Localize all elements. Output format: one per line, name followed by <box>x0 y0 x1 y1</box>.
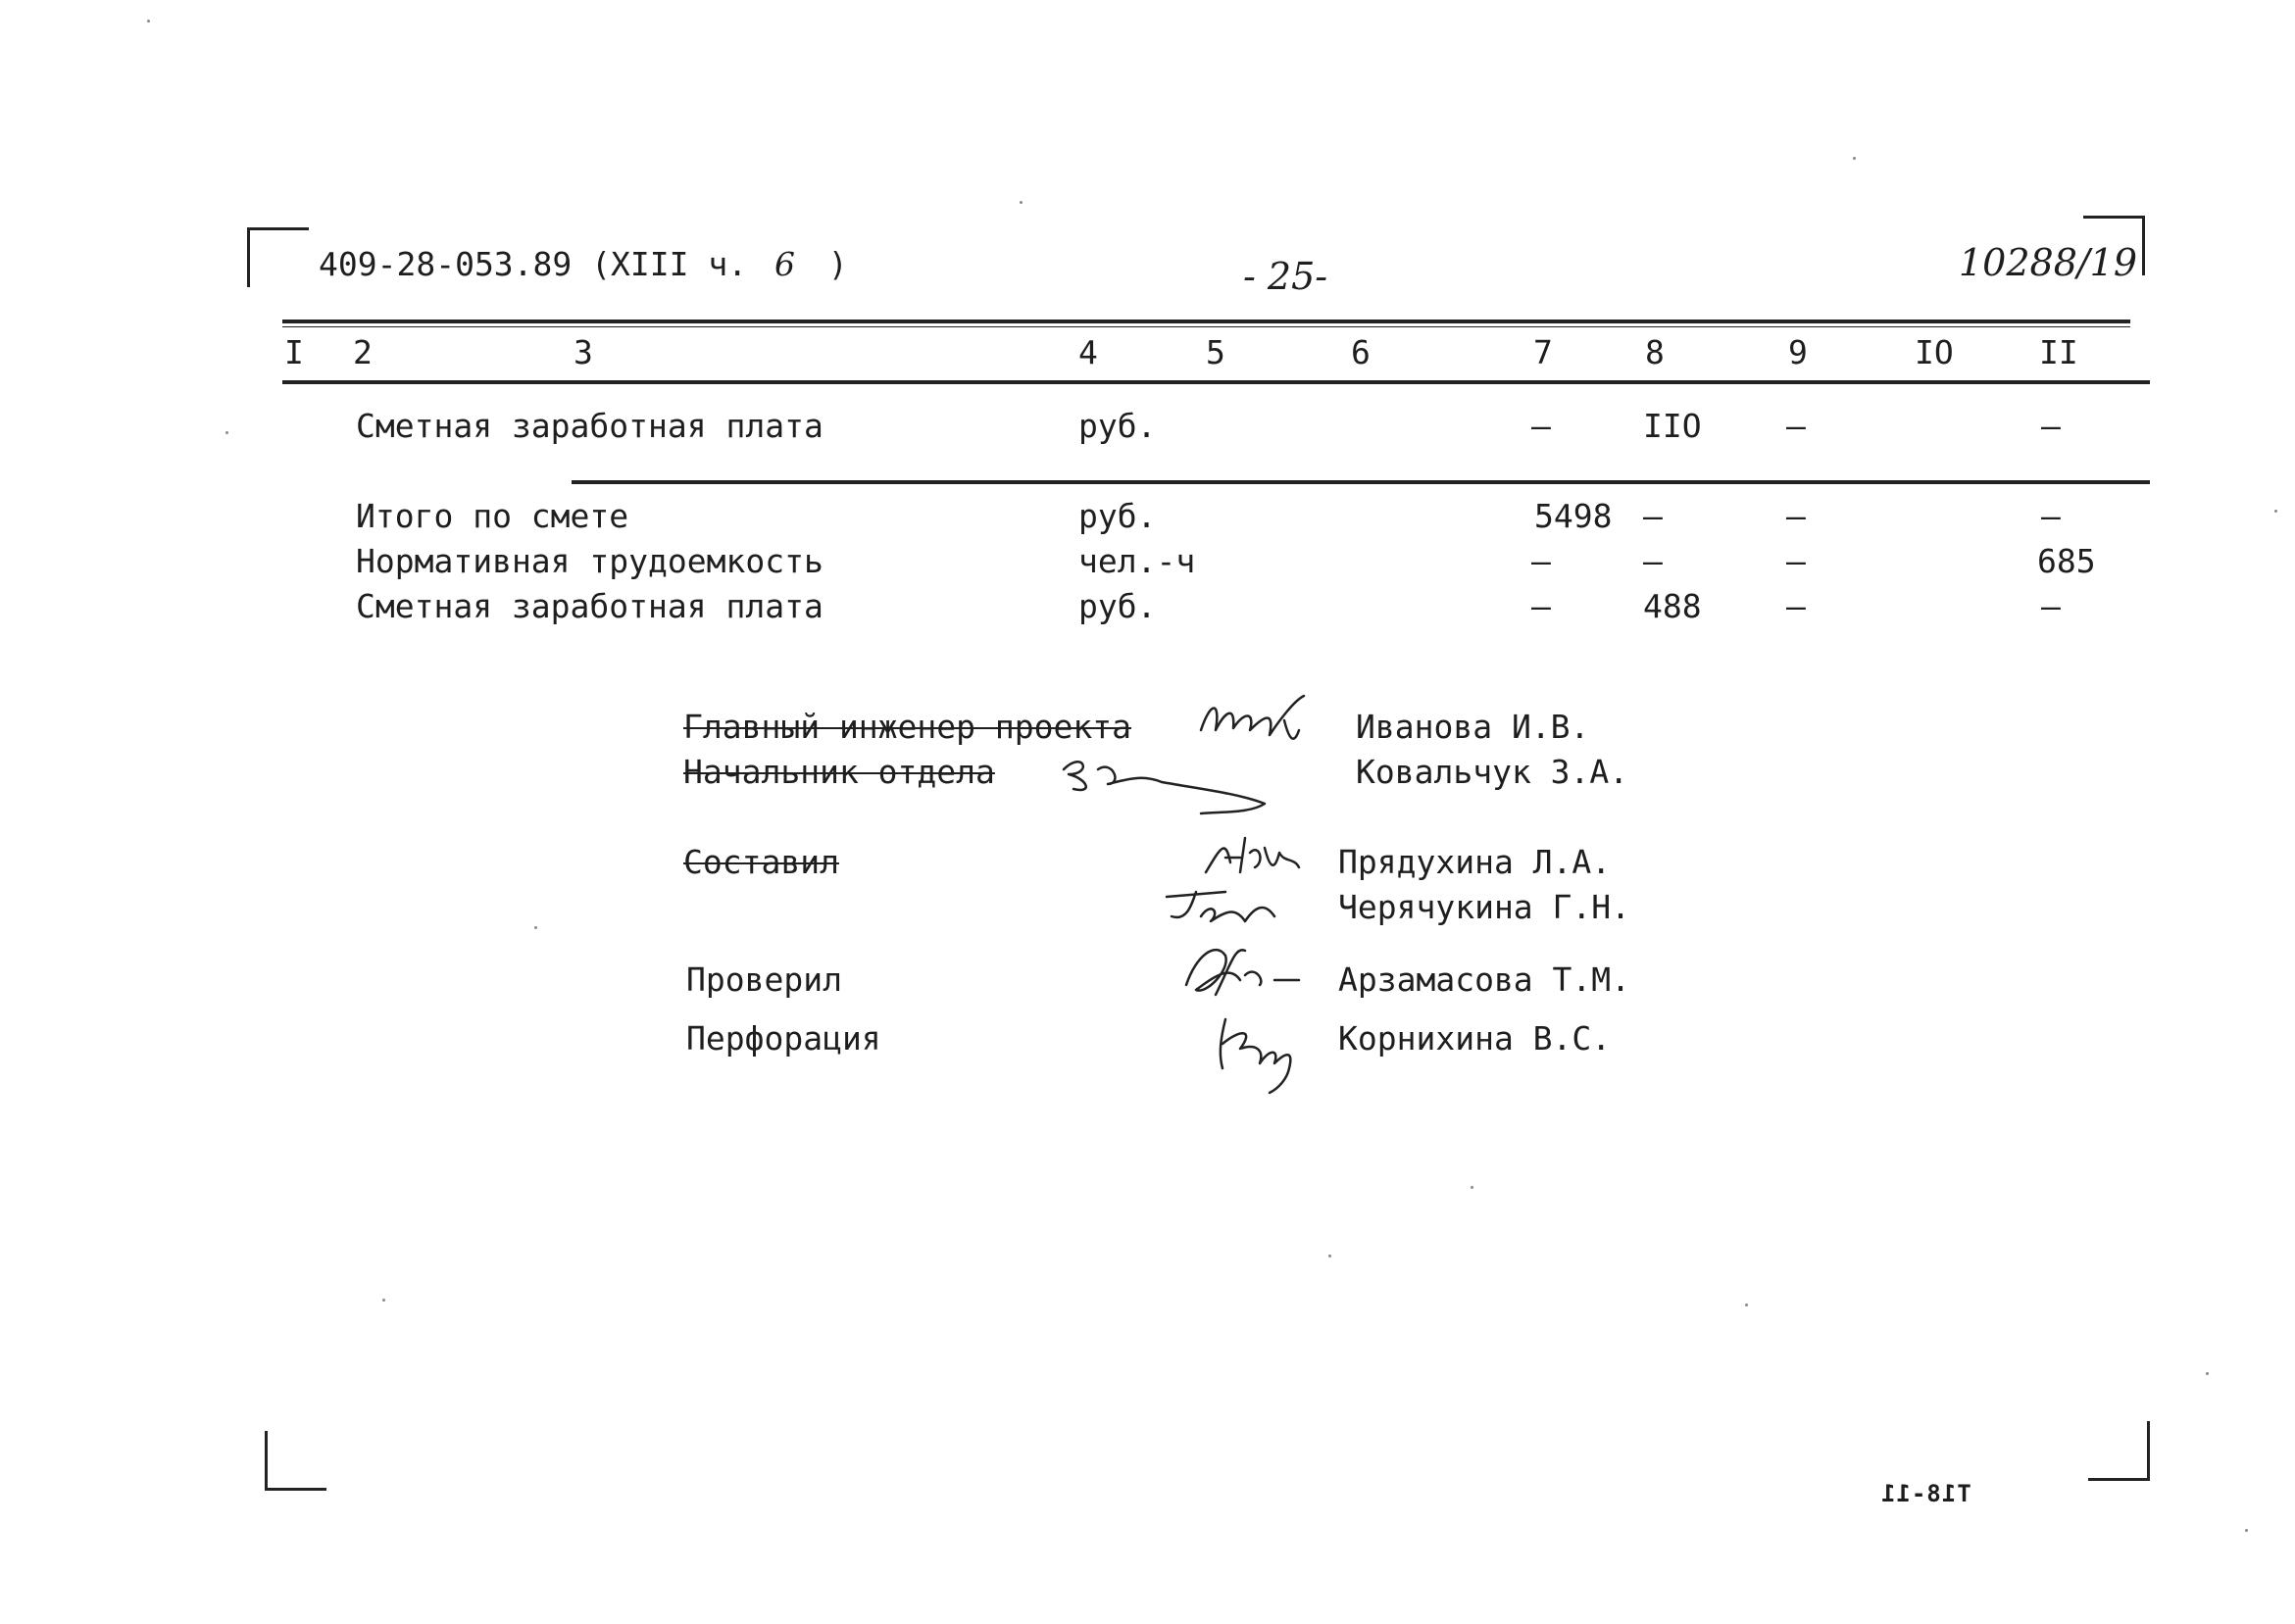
header-rule-bottom <box>282 380 2150 384</box>
page-number: - 25- <box>1243 255 1328 298</box>
row-name: Нормативная трудоемкость <box>356 542 823 580</box>
scan-speck <box>2245 1529 2248 1532</box>
row-col9: – <box>1786 587 1806 625</box>
signature-role: Начальник отдела <box>683 753 995 791</box>
document-code <box>319 245 848 284</box>
corner-mark-bottom-right <box>2088 1421 2150 1481</box>
row-col11: – <box>2041 497 2061 535</box>
scan-speck <box>147 20 150 23</box>
doc-code-text: 409-28-053.89 (XIII ч. <box>319 245 748 283</box>
totals-rule <box>572 480 2150 484</box>
signature-name: Иванова И.В. <box>1356 708 1590 746</box>
row-unit: руб. <box>1078 587 1157 625</box>
sheet-id: 10288/19 <box>1959 241 2138 284</box>
row-col7: – <box>1531 542 1551 580</box>
signature-name: Прядухина Л.А. <box>1338 843 1612 881</box>
corner-mark-top-left <box>247 227 309 287</box>
scan-speck <box>534 926 537 929</box>
corner-mark-bottom-left <box>265 1431 326 1491</box>
scan-speck <box>1020 201 1023 204</box>
row-col7: – <box>1531 587 1551 625</box>
part-number: 6 <box>773 245 795 283</box>
row-col7: 5498 <box>1534 497 1613 535</box>
row-name: Сметная заработная плата <box>356 587 823 625</box>
column-header-3: 3 <box>574 333 593 371</box>
row-col9: – <box>1786 407 1806 445</box>
header-rule-top-thin <box>282 326 2130 327</box>
handwritten-signature <box>1157 877 1284 936</box>
row-unit: руб. <box>1078 497 1157 535</box>
signature-name: Ковальчук З.А. <box>1356 753 1629 791</box>
signature-role: Перфорация <box>686 1019 881 1058</box>
row-col11: 685 <box>2037 542 2096 580</box>
footer-stamp: T18-11 <box>1880 1480 1971 1507</box>
signature-name: Черячукина Г.Н. <box>1338 888 1631 926</box>
scan-speck <box>1745 1304 1748 1306</box>
handwritten-signature <box>1211 1009 1319 1098</box>
row-col8: – <box>1643 542 1663 580</box>
handwritten-signature <box>1054 745 1279 813</box>
column-header-11: II <box>2039 333 2078 371</box>
scan-speck <box>382 1299 385 1302</box>
scan-speck <box>1853 157 1856 160</box>
row-col7: – <box>1531 407 1551 445</box>
scan-speck <box>1471 1186 1473 1189</box>
scan-speck <box>225 431 228 434</box>
row-col11: – <box>2041 587 2061 625</box>
scan-speck <box>2274 510 2277 513</box>
scan-speck <box>2206 1372 2209 1375</box>
signature-role: Проверил <box>686 960 842 999</box>
handwritten-signature <box>1196 691 1314 750</box>
row-col8: IIO <box>1643 407 1702 445</box>
handwritten-signature <box>1176 936 1314 1014</box>
row-unit: чел.-ч <box>1078 542 1196 580</box>
row-col8: 488 <box>1643 587 1702 625</box>
column-header-9: 9 <box>1788 333 1808 371</box>
column-header-2: 2 <box>353 333 373 371</box>
column-header-7: 7 <box>1533 333 1553 371</box>
signature-role: Главный инженер проекта <box>683 708 1131 746</box>
doc-code-close: ) <box>827 245 848 283</box>
row-col9: – <box>1786 542 1806 580</box>
row-unit: руб. <box>1078 407 1157 445</box>
row-col8: – <box>1643 497 1663 535</box>
header-rule-top <box>282 320 2130 323</box>
row-name: Сметная заработная плата <box>356 407 823 445</box>
signature-role: Составил <box>683 843 839 881</box>
scan-speck <box>1328 1255 1331 1257</box>
column-header-6: 6 <box>1351 333 1371 371</box>
column-header-4: 4 <box>1078 333 1098 371</box>
signature-name: Корнихина В.С. <box>1338 1019 1612 1058</box>
column-header-10: IO <box>1915 333 1954 371</box>
row-col11: – <box>2041 407 2061 445</box>
column-header-1: I <box>284 333 304 371</box>
row-name: Итого по смете <box>356 497 629 535</box>
column-header-5: 5 <box>1206 333 1225 371</box>
signature-name: Арзамасова Т.М. <box>1338 960 1631 999</box>
column-header-8: 8 <box>1645 333 1665 371</box>
row-col9: – <box>1786 497 1806 535</box>
